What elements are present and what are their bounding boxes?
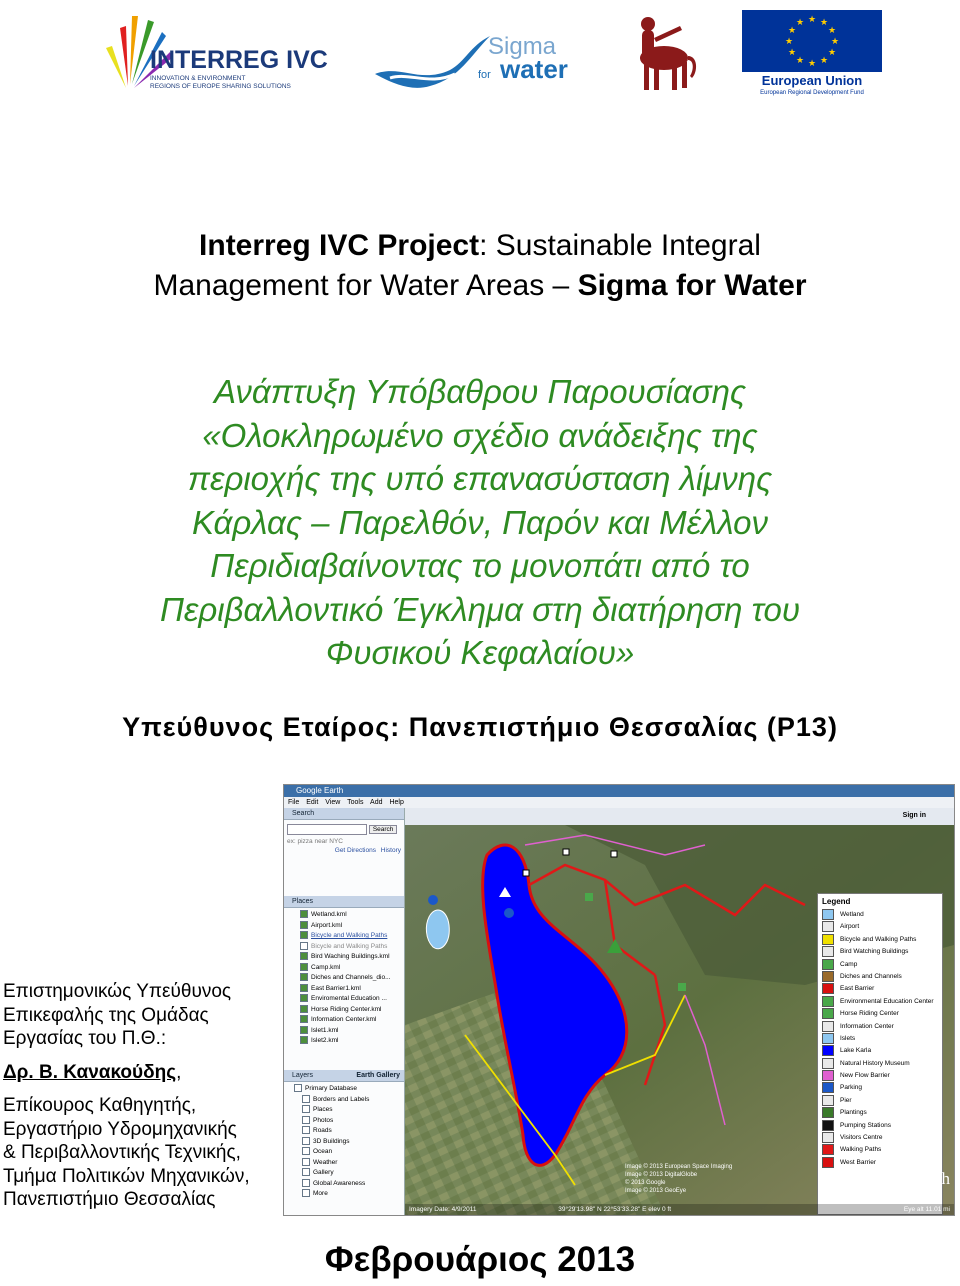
list-item[interactable]: Bicycle and Walking Paths [300,931,401,942]
layers-list [284,1082,404,1200]
satellite-map[interactable] [405,825,954,1215]
menu-help[interactable]: Help [389,799,404,806]
checkbox[interactable] [302,1105,310,1113]
project-title [40,226,920,306]
checkbox[interactable] [300,1036,308,1044]
legend-item: Information Center [818,1021,942,1033]
window-titlebar [284,785,954,797]
checkbox[interactable] [300,942,308,950]
checkbox[interactable] [302,1158,310,1166]
list-item[interactable]: Bicycle and Walking Paths [300,942,401,953]
resp-role-line: Επίκουρος Καθηγητής, [3,1095,197,1116]
scientific-responsible [3,980,283,1212]
list-item[interactable]: More [294,1189,401,1200]
checkbox[interactable] [300,1026,308,1034]
search-hint: ex: pizza near NYC [287,838,343,845]
eu-fund: European Regional Development Fund [760,90,864,96]
svg-text:★: ★ [819,56,829,66]
subtitle-line: Περιδιαβαίνοντας το μονοπάτι από το [210,547,750,584]
list-item[interactable]: 3D Buildings [294,1137,401,1148]
eu-logo [742,10,882,96]
list-item[interactable]: Islet2.kml [300,1036,401,1047]
resp-role-line: Πανεπιστήμιο Θεσσαλίας [3,1189,216,1210]
svg-text:★: ★ [795,18,805,28]
document-date: Φεβρουάριος 2013 [324,1240,636,1279]
search-panel [284,820,404,878]
small-wetland-shape [426,910,449,949]
map-toolbar [405,808,954,826]
legend-item: West Barrier [818,1157,942,1169]
menu-bar [284,797,954,808]
menu-view[interactable]: View [325,799,341,806]
layers-label: Layers [292,1072,314,1079]
list-item[interactable]: Information Center.kml [300,1015,401,1026]
legend-item: Diches and Channels [818,971,942,983]
earth-gallery-button[interactable]: Earth Gallery [356,1072,400,1079]
responsible-name: Δρ. Β. Κανακούδης [3,1061,177,1083]
svg-text:★: ★ [784,37,794,47]
sigma-name: Sigma [488,33,557,60]
checkbox[interactable] [300,1005,308,1013]
legend-item: Plantings [818,1107,942,1119]
legend-item: Lake Karla [818,1045,942,1057]
checkbox[interactable] [300,963,308,971]
menu-add[interactable]: Add [370,799,383,806]
subtitle-line: περιοχής της υπό επανασύσταση λίμνης [187,460,773,497]
checkbox[interactable] [300,973,308,981]
legend-item: Bicycle and Walking Paths [818,934,942,946]
subtitle-line: «Ολοκληρωμένο σχέδιο ανάδειξης της [202,416,758,454]
legend-item: Visitors Centre [818,1132,942,1144]
subtitle-line: Φυσικού Κεφαλαίου» [325,634,635,671]
map-legend [817,893,943,1215]
centaur-logo-icon [620,12,700,94]
svg-text:★: ★ [819,18,829,28]
sigma-water: water [500,54,568,84]
window-title: Google Earth [296,786,344,795]
interreg-logo [98,8,328,98]
presentation-subtitle [40,370,920,675]
search-panel-header[interactable]: Search [284,808,404,820]
checkbox[interactable] [300,1015,308,1023]
history-link[interactable]: History [380,847,401,854]
title-bold-2: Sigma for Water [577,269,807,302]
eye-altitude: Eye alt 11.01 mi [903,1206,950,1213]
sidebar [284,808,405,1215]
search-input[interactable] [287,824,367,835]
legend-item: Environmental Education Center [818,996,942,1008]
checkbox[interactable] [300,931,308,939]
legend-item: Natural History Museum [818,1058,942,1070]
legend-item: New Flow Barrier [818,1070,942,1082]
legend-item: Bird Watching Buildings [818,946,942,958]
list-item[interactable]: Islet1.kml [300,1026,401,1037]
svg-text:★: ★ [827,26,837,36]
imagery-credits: Image © 2013 European Space Imaging Image © 2013 DigitalGlobe © 2013 Google Image © 2013 GeoEye [625,1164,733,1194]
google-earth-screenshot [283,784,955,1216]
checkbox[interactable] [294,1084,302,1092]
checkbox[interactable] [302,1179,310,1187]
list-item[interactable]: East Barrier1.kml [300,984,401,995]
legend-item: Airport [818,921,942,933]
menu-file[interactable]: File [288,799,300,806]
places-panel-header[interactable]: Places [284,896,404,908]
checkbox[interactable] [302,1168,310,1176]
legend-item: Wetland [818,909,942,921]
interreg-line2: REGIONS OF EUROPE SHARING SOLUTIONS [150,83,291,90]
list-item[interactable]: Camp.kml [300,963,401,974]
interreg-line1: INNOVATION & ENVIRONMENT [150,75,246,82]
sigma-for: for [478,69,491,81]
list-item[interactable]: Airport.kml [300,921,401,932]
menu-edit[interactable]: Edit [306,799,319,806]
sigma-logo [370,26,600,96]
checkbox[interactable] [302,1147,310,1155]
checkbox[interactable] [300,994,308,1002]
legend-item: East Barrier [818,983,942,995]
resp-role-line: & Περιβαλλοντικής Τεχνικής, [3,1142,241,1163]
legend-item: Walking Paths [818,1144,942,1156]
list-item[interactable]: Weather [294,1158,401,1169]
resp-line: Επικεφαλής της Ομάδας [3,1004,209,1026]
svg-text:★: ★ [807,15,817,25]
list-item[interactable]: Diches and Channels_dio... [300,973,401,984]
subtitle-line: Περιβαλλοντικό Έγκλημα στη διατήρηση του [159,590,800,628]
legend-title: Legend [822,897,851,906]
checkbox[interactable] [302,1137,310,1145]
checkbox[interactable] [300,952,308,960]
svg-text:★: ★ [787,48,797,58]
legend-item: Parking [818,1082,942,1094]
checkbox[interactable] [300,921,308,929]
checkbox[interactable] [302,1126,310,1134]
coordinates-readout: 39°29'13.98" N 22°53'33.28" E elev 0 ft [558,1206,672,1213]
search-button[interactable]: Search [369,825,398,834]
list-item[interactable]: Ocean [294,1147,401,1158]
logos-row [0,0,960,110]
list-item[interactable]: Bird Waching Buildings.kml [300,952,401,963]
list-item[interactable]: Global Awareness [294,1179,401,1190]
checkbox[interactable] [300,910,308,918]
places-list [284,908,404,1060]
status-bar [405,1204,954,1215]
title-bold-1: Interreg IVC Project [199,229,480,262]
subtitle-line: Κάρλας – Παρελθόν, Παρόν και Μέλλον [191,503,769,541]
legend-item: Horse Riding Center [818,1008,942,1020]
list-item[interactable]: Primary Database [294,1084,401,1095]
menu-tools[interactable]: Tools [347,799,364,806]
checkbox[interactable] [302,1095,310,1103]
subtitle-line: Ανάπτυξη Υπόβαθρου Παρουσίασης [213,373,747,410]
responsible-partner: Υπεύθυνος Εταίρος: Πανεπιστήμιο Θεσσαλίας (P13) [122,712,838,742]
list-item[interactable]: Photos [294,1116,401,1127]
list-item[interactable]: Enviromental Education ... [300,994,401,1005]
resp-role-line: Τμήμα Πολιτικών Μηχανικών, [3,1165,250,1187]
imagery-date: Imagery Date: 4/9/2011 [409,1206,477,1213]
svg-text:★: ★ [807,59,817,69]
checkbox[interactable] [302,1116,310,1124]
list-item[interactable]: Gallery [294,1168,401,1179]
sign-in-link[interactable]: Sign in [902,812,926,819]
svg-text:★: ★ [795,56,805,66]
svg-text:★: ★ [830,37,840,47]
checkbox[interactable] [302,1189,310,1197]
legend-item: Pier [818,1095,942,1107]
interreg-name: INTERREG IVC [150,46,328,74]
checkbox[interactable] [300,984,308,992]
resp-line: Εργασίας του Π.Θ.: [3,1028,167,1049]
name-comma: , [176,1061,182,1083]
list-item[interactable]: Borders and Labels [294,1095,401,1106]
list-item[interactable]: Places [294,1105,401,1116]
legend-item: Pumping Stations [818,1120,942,1132]
get-directions-link[interactable]: Get Directions [334,847,376,854]
google-earth-logo: Google earth [861,1169,950,1188]
title-text-1: : Sustainable Integral [479,229,761,262]
layers-panel-header[interactable] [284,1070,404,1082]
eu-name: European Union [761,73,863,88]
list-item[interactable]: Wetland.kml [300,910,401,921]
list-item[interactable]: Roads [294,1126,401,1137]
legend-item: Camp [818,959,942,971]
list-item[interactable]: Horse Riding Center.kml [300,1005,401,1016]
title-text-2: Management for Water Areas – [153,269,578,302]
svg-text:★: ★ [827,48,837,58]
legend-item: Islets [818,1033,942,1045]
svg-text:★: ★ [787,26,797,36]
resp-line: Επιστημονικώς Υπεύθυνος [3,981,232,1002]
resp-role-line: Εργαστήριο Υδρομηχανικής [3,1118,237,1140]
